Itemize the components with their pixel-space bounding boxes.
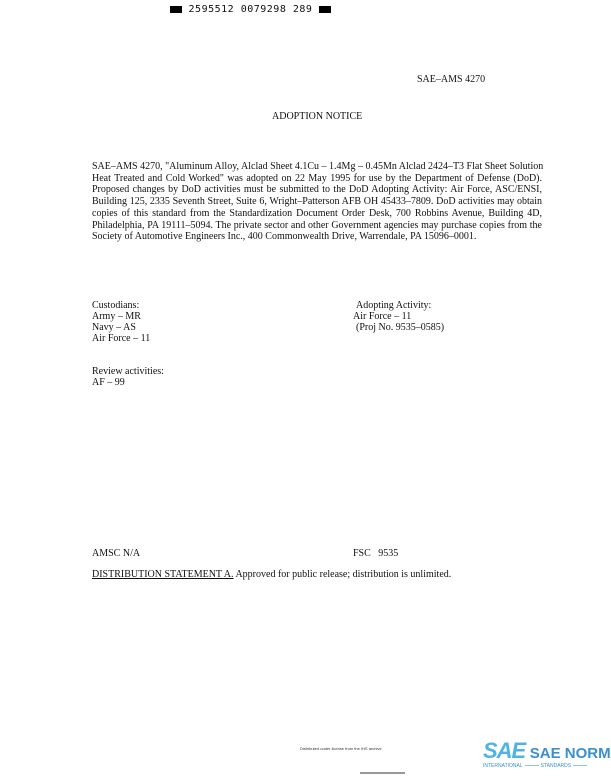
- distribution-label: DISTRIBUTION STATEMENT A.: [92, 569, 234, 580]
- custodian-item: Air Force – 11: [92, 333, 151, 344]
- paragraph-line: Proposed changes by DoD activities must be submitted to the DoD Adopting Activity: Air Force, ASC/ENSI,: [92, 184, 542, 196]
- document-id: SAE–AMS 4270: [417, 74, 486, 85]
- review-block: [92, 366, 164, 388]
- paragraph-line: copies of this standard from the Standardization Document Order Desk, 700 Robbins Avenue, Building 4D,: [92, 207, 542, 219]
- logo-sub-right: STANDARDS: [540, 763, 572, 769]
- logo-name: SAE NORM: [529, 745, 611, 762]
- paragraph-line: Society of Automotive Engineers Inc., 400 Commonwealth Drive, Warrendale, PA 15096–0001.: [92, 231, 477, 243]
- distribution-text: Approved for public release; distribution is unlimited.: [233, 569, 452, 580]
- review-label: Review activities:: [92, 366, 164, 377]
- barcode-text: 2595512 0079298 289: [188, 4, 313, 15]
- barcode-header: [170, 4, 331, 15]
- logo-mark: SAE: [483, 738, 526, 763]
- review-item: AF – 99: [92, 377, 125, 388]
- custodian-item: Army – MR: [92, 311, 141, 322]
- paragraph-line: SAE–AMS 4270, "Aluminum Alloy, Alclad Sheet 4.1Cu – 1.4Mg – 0.45Mn Alclad 2424–T3 Flat Sheet Solution: [92, 161, 544, 172]
- logo-subtitle: [483, 762, 589, 770]
- custodians-block: [92, 300, 150, 344]
- sae-norm-logo: [483, 740, 611, 762]
- amsc-label: AMSC N/A: [92, 548, 141, 559]
- paragraph-line: Heat Treated and Cold Worked" was adopted on 22 May 1995 for use by the Department of Defense (DoD).: [92, 172, 542, 184]
- distribution-statement: [92, 569, 451, 580]
- paragraph-line: Philadelphia, PA 19111–5094. The private sector and other Government agencies may purchase copies from the: [92, 219, 542, 231]
- footer-rule: [360, 772, 405, 774]
- custodian-item: Navy – AS: [92, 322, 136, 333]
- adopting-item: Air Force – 11: [353, 311, 412, 322]
- custodians-label: Custodians:: [92, 300, 140, 311]
- footer-notice: Distributed under license from the IHS archive: [300, 746, 382, 751]
- logo-sub-left: INTERNATIONAL: [483, 763, 523, 769]
- fsc-label: FSC 9535: [353, 548, 399, 559]
- page-title: ADOPTION NOTICE: [272, 111, 363, 122]
- adopting-activity-block: [353, 300, 444, 333]
- adopting-label: Adopting Activity:: [356, 300, 432, 311]
- paragraph-line: Building 125, 2335 Seventh Street, Suite 6, Wright–Patterson AFB OH 45433–7809. DoD activities may obtain: [92, 196, 542, 208]
- adoption-paragraph: [92, 161, 542, 243]
- adopting-item: (Proj No. 9535–0585): [356, 322, 445, 333]
